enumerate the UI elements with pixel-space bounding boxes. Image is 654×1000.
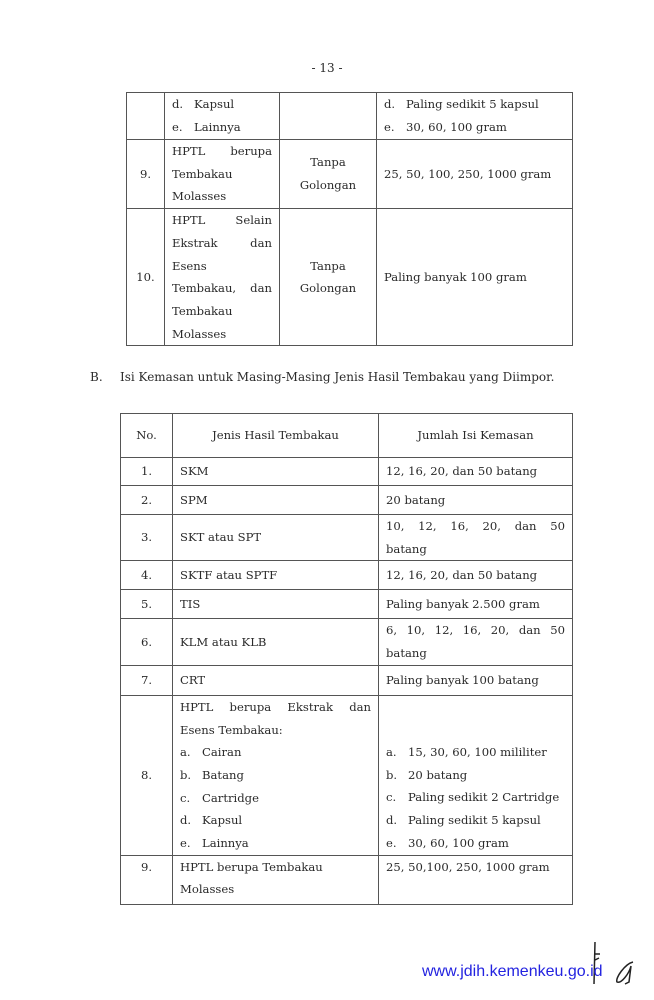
table-cell: [280, 93, 377, 140]
cell-line: KLM atau KLB: [180, 634, 267, 649]
table-cell: [377, 140, 573, 209]
list-text: 30, 60, 100 gram: [408, 835, 509, 850]
table-cell: [379, 590, 573, 619]
cell-line: 12, 16, 20, dan 50 batang: [386, 464, 538, 479]
cell-line: SPM: [180, 492, 208, 507]
section-letter: B.: [90, 370, 103, 384]
cell-line: Golongan: [299, 281, 357, 296]
header-cell: No.: [121, 414, 173, 458]
list-item: [384, 116, 565, 139]
list-text: Paling sedikit 5 kapsul: [408, 812, 541, 827]
cell-line: 25, 50,100, 250, 1000 gram: [386, 859, 550, 874]
list-item: [386, 786, 565, 809]
table-cell: 9.: [127, 140, 165, 209]
list-item: [180, 832, 371, 855]
table-cell: 3.: [121, 515, 173, 561]
table-row: [127, 93, 573, 140]
table-cell: [173, 561, 379, 590]
cell-line: Esens: [172, 258, 207, 273]
list-item: [180, 809, 371, 832]
table-cell: [377, 93, 573, 140]
list-text: Lainnya: [202, 836, 249, 851]
table-cell: [280, 140, 377, 209]
header-cell: Jumlah Isi Kemasan: [379, 414, 573, 458]
cell-line: Tembakau: [172, 166, 233, 181]
list-text: Kapsul: [194, 97, 235, 111]
table-cell: [379, 458, 573, 486]
list-marker: d.: [384, 97, 396, 111]
cell-line: Paling banyak 2.500 gram: [386, 597, 540, 612]
table-cell: [173, 590, 379, 619]
list-item: [172, 93, 272, 116]
list-item: [180, 787, 371, 810]
table-row: [121, 486, 573, 515]
list-item: [180, 764, 371, 787]
cell-line: batang: [386, 541, 427, 556]
table-cell: [379, 855, 573, 904]
cell-line: Paling banyak 100 batang: [386, 672, 539, 687]
cell-line: batang: [386, 646, 427, 661]
cell-line: Paling banyak 100 gram: [384, 269, 527, 284]
table-cell: [165, 209, 280, 346]
list-text: 15, 30, 60, 100 mililiter: [408, 744, 547, 759]
cell-line: CRT: [180, 672, 206, 687]
cell-line: Molasses: [172, 326, 227, 341]
cell-line: Tembakau: [172, 303, 233, 318]
table-cell: 4.: [121, 561, 173, 590]
list-marker: a.: [180, 745, 191, 760]
cell-line: 20 batang: [386, 492, 446, 507]
list-item: [384, 93, 565, 116]
list-text: 20 batang: [408, 767, 468, 782]
table-cell: [379, 665, 573, 695]
list-marker: b.: [180, 767, 192, 782]
footer-url[interactable]: www.jdih.kemenkeu.go.id: [422, 963, 603, 980]
list-text: 30, 60, 100 gram: [406, 119, 507, 134]
list-item: [386, 741, 565, 764]
import-packaging-table: [120, 413, 573, 905]
cell-line: SKT atau SPT: [180, 530, 262, 545]
list-item: [386, 809, 565, 832]
list-marker: d.: [180, 813, 192, 828]
table-row: [127, 209, 573, 346]
table-cell: [377, 209, 573, 346]
table-cell: [173, 855, 379, 904]
table-row: [121, 855, 573, 904]
list-marker: c.: [386, 790, 397, 805]
table-cell: [379, 619, 573, 665]
list-marker: d.: [386, 812, 398, 827]
cell-line: HPTL berupa Tembakau: [180, 859, 323, 874]
cell-line: SKTF atau SPTF: [180, 568, 278, 583]
table-cell: 6.: [121, 619, 173, 665]
table-row: [121, 619, 573, 665]
table-cell: [127, 93, 165, 140]
cell-line: HPTL berupa: [172, 144, 272, 158]
cell-line: HPTL berupa Ekstrak dan: [180, 699, 371, 714]
table-cell: [173, 515, 379, 561]
table-cell: 5.: [121, 590, 173, 619]
table-cell: [379, 561, 573, 590]
cell-line: 25, 50, 100, 250, 1000 gram: [384, 166, 552, 181]
list-item: [180, 741, 371, 764]
list-text: Paling sedikit 2 Cartridge: [408, 790, 560, 805]
cell-line: 6, 10, 12, 16, 20, dan 50: [386, 623, 565, 638]
cell-line: Molasses: [180, 882, 235, 897]
cell-line: Tembakau, dan: [172, 281, 272, 296]
table-cell: [173, 665, 379, 695]
table-cell: [173, 458, 379, 486]
table-row: [121, 515, 573, 561]
table-cell: 7.: [121, 665, 173, 695]
table-cell: 9.: [121, 855, 173, 904]
list-marker: e.: [384, 119, 395, 134]
cell-line: 12, 16, 20, dan 50 batang: [386, 568, 538, 583]
list-marker: a.: [386, 744, 397, 759]
table-row: [121, 561, 573, 590]
cell-line: Ekstrak dan: [172, 235, 272, 250]
list-marker: e.: [172, 119, 183, 134]
table-row: [127, 140, 573, 209]
list-marker: c.: [180, 790, 191, 805]
table-cell: [379, 695, 573, 855]
cell-line: Esens Tembakau:: [180, 722, 283, 737]
table-header-row: [121, 414, 573, 458]
table-cell: [165, 93, 280, 140]
table-cell: 1.: [121, 458, 173, 486]
table-cell: 2.: [121, 486, 173, 515]
cell-line: Tanpa: [310, 258, 346, 273]
cell-line: Golongan: [299, 178, 357, 193]
list-marker: d.: [172, 97, 184, 111]
table-cell: 8.: [121, 695, 173, 855]
table-cell: [173, 619, 379, 665]
table-cell: [165, 140, 280, 209]
list-marker: b.: [386, 767, 398, 782]
list-item: [172, 116, 272, 139]
cell-line: Molasses: [172, 189, 227, 204]
table-cell: [379, 486, 573, 515]
list-text: Cartridge: [202, 790, 259, 805]
table-row: [121, 695, 573, 855]
cell-line: Tanpa: [310, 155, 346, 170]
table-row: [121, 458, 573, 486]
list-text: Paling sedikit 5 kapsul: [406, 97, 539, 111]
cell-line: TIS: [180, 597, 201, 612]
table-cell: [379, 515, 573, 561]
list-marker: e.: [180, 836, 191, 851]
table-cell: [173, 695, 379, 855]
table-cell: [173, 486, 379, 515]
cell-line: SKM: [180, 464, 209, 479]
section-title: Isi Kemasan untuk Masing-Masing Jenis Hasil Tembakau yang Diimpor.: [120, 370, 555, 384]
list-item: [386, 764, 565, 787]
list-text: Batang: [202, 767, 244, 782]
list-text: Lainnya: [194, 119, 241, 134]
list-marker: e.: [386, 835, 397, 850]
table-row: [121, 665, 573, 695]
table-cell: 10.: [127, 209, 165, 346]
list-text: Kapsul: [202, 813, 243, 828]
list-text: Cairan: [202, 745, 242, 760]
table-row: [121, 590, 573, 619]
cell-line: HPTL Selain: [172, 213, 272, 228]
header-cell: Jenis Hasil Tembakau: [173, 414, 379, 458]
page-number: - 13 -: [311, 61, 343, 75]
list-item: [386, 832, 565, 855]
packaging-table-continued: [126, 92, 573, 346]
table-cell: [280, 209, 377, 346]
cell-line: 10, 12, 16, 20, dan 50: [386, 519, 565, 533]
